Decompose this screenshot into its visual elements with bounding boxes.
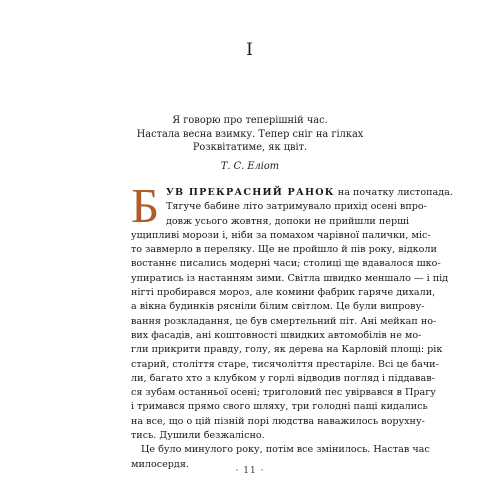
text-line: гли прикрити правду, голу, як дерева на Карловій площі: рік <box>131 344 443 356</box>
text-line: милосердя. <box>131 458 189 470</box>
text-line: на все, що о цій пізній порі людства наважилось ворухну- <box>131 415 425 427</box>
lead-rest: на початку листопада. <box>337 187 453 198</box>
text-line: вання розкладання, це був смертельний піт. Ані мейкап но- <box>131 315 437 327</box>
text-line: ся зубам останньої осені; триголовий пес увірвався в Прагу <box>131 387 436 399</box>
page-number: · 11 · <box>235 466 265 476</box>
text-line: старий, століття старе, тисячоліття престаріле. Всі це бачи- <box>131 358 439 370</box>
text-line: нігті пробирався мороз, але комини фабрик гаряче дихали, <box>131 287 436 299</box>
text-line <box>131 186 453 200</box>
chapter-number: I <box>246 40 254 60</box>
text-line: Це було минулого року, потім все змінилось. Настав час <box>141 444 430 456</box>
chapter-text <box>131 178 453 472</box>
epigraph-line: Я говорю про теперішній час. <box>172 115 328 126</box>
text-line: а вікна будинків рясніли білим світлом. Це були випрову- <box>131 301 425 313</box>
text-line: ущипливі морози і, ніби за помахом чарівної палички, міс- <box>131 229 431 241</box>
epigraph-line: Розквітатиме, як цвіт. <box>192 142 308 154</box>
drop-cap: Б <box>131 178 160 233</box>
text-line: востаннє писались модерні часи; столиці ще вдавалося шко- <box>131 258 441 270</box>
text-line: ли, багато хто з клубком у горлі відводив погляд і піддавав- <box>131 372 435 384</box>
text-line: довж усього жовтня, допоки не прийшли перші <box>166 215 410 227</box>
text-line: Тягуче бабине літо затримувало прихід осені впро- <box>166 201 427 213</box>
text-line: упиратись із настанням зими. Світла швидко меншало — і під <box>131 272 449 284</box>
epigraph-line: Настала весна взимку. Тепер сніг на гілках <box>136 128 364 140</box>
lead-in: УВ ПРЕКРАСНИЙ РАНОК <box>166 187 335 198</box>
text-line: тись. Душили безжалісно. <box>131 430 265 442</box>
epigraph <box>0 114 500 173</box>
epigraph-author: Т. С. Еліот <box>220 160 280 172</box>
text-line: вих фасадів, ані коштовності швидких автомобілів не мо- <box>131 329 422 341</box>
text-line: то завмерло в переляку. Ще не пройшло й пів року, відколи <box>131 244 437 256</box>
text-line: і тримався прямо свого шляху, три голодні пащі кидались <box>131 401 428 413</box>
